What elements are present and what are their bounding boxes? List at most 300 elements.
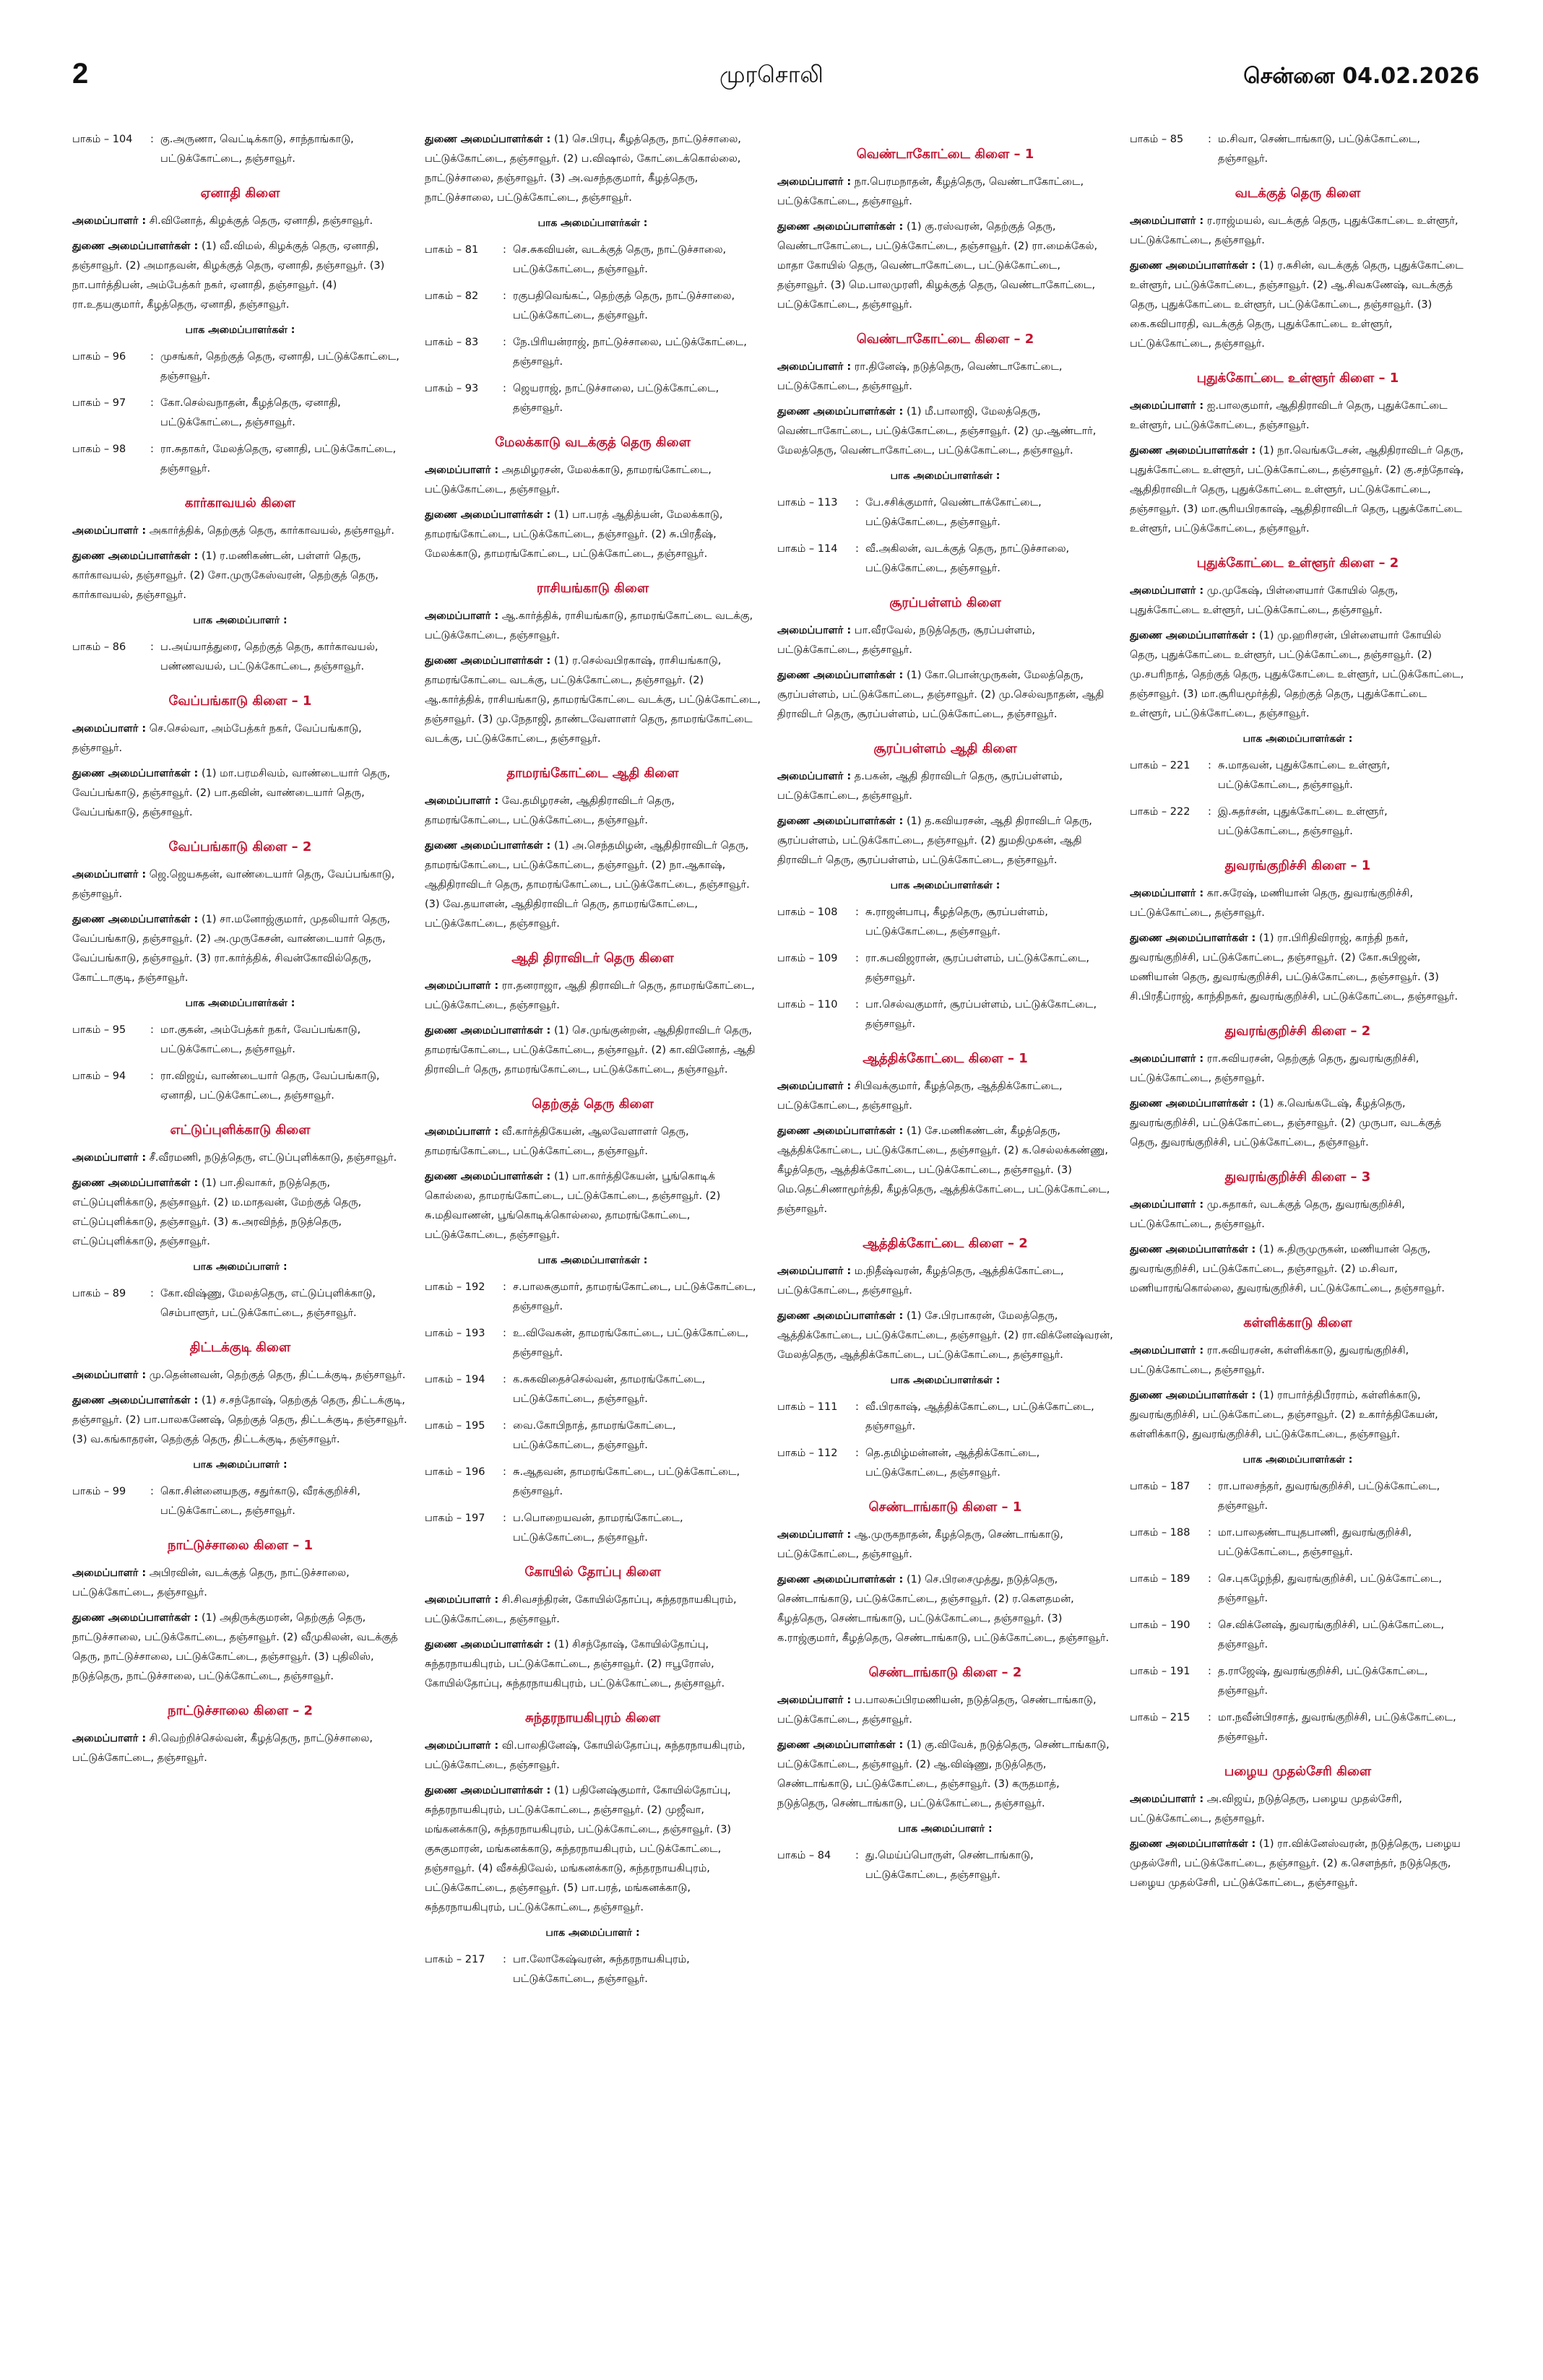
part-entry — [1130, 1477, 1466, 1516]
branch-title: நாட்டுச்சாலை கிளை – 1 — [167, 1538, 313, 1553]
role-label: துணை அமைப்பாளர்கள் : — [425, 1025, 551, 1037]
branch-title: கோயில் தோப்பு கிளை — [524, 1565, 661, 1580]
officer-details: மு.தென்னவன், தெற்குத் தெரு, திட்டக்குடி, தஞ்சாவூர். — [149, 1369, 406, 1381]
officer-entry — [777, 621, 1113, 660]
part-number: பாகம் – 95 — [72, 1024, 126, 1036]
branch-section — [777, 1234, 1113, 1483]
officer-details: (1) பா.கார்த்திகேயன், பூங்கொடிக் கொல்லை, தாமரங்கோட்டை, பட்டுக்கோட்டை, தஞ்சாவூர். (2) சு.மதிவாணன், பூங்கொடிக்கொல்லை, தாமரங்கோட்டை, பட்டுக்கோட்டை, தஞ்சாவூர். — [425, 1171, 721, 1241]
role-label: அமைப்பாளர் : — [777, 176, 852, 188]
role-label: அமைப்பாளர் : — [425, 795, 499, 807]
colon-separator: : — [503, 1466, 506, 1478]
officer-entry — [777, 402, 1113, 461]
colon-separator: : — [855, 1401, 859, 1413]
officer-details: (1) ராபார்த்திபீரராம், கள்ளிக்காடு, துவரங்குறிச்சி, பட்டுக்கோட்டை, தஞ்சாவூர். (2) உகார்த்திகேயன், கள்ளிக்காடு, துவரங்குறிச்சி, பட்டுக்கோட்டை, தஞ்சாவூர். — [1130, 1390, 1438, 1440]
column-1 — [72, 130, 408, 2369]
colon-separator: : — [150, 1070, 154, 1082]
branch-section — [1130, 553, 1466, 841]
officer-entry — [1130, 1790, 1466, 1829]
branch-section — [777, 144, 1113, 315]
role-label: துணை அமைப்பாளர்கள் : — [1130, 630, 1256, 641]
officer-details: மு.சுதாகர், வடக்குத் தெரு, துவரங்குறிச்சி, பட்டுக்கோட்டை, தஞ்சாவூர். — [1130, 1199, 1405, 1230]
part-entry — [777, 1846, 1113, 1885]
officer-details: (1) மா.பரமசிவம், வாண்டையார் தெரு, வேப்பங்காடு, தஞ்சாவூர். (2) பா.தவின், வாண்டையார் தெரு, வேப்பங்காடு, தஞ்சாவூர். — [72, 768, 391, 818]
officer-details: (1) வீ.விமல், கிழக்குத் தெரு, ஏனாதி, தஞ்சாவூர். (2) அமாதவன், கிழக்குத் தெரு, ஏனாதி, தஞ்சாவூர். (3) நா.பார்த்திபன், அம்பேத்கர் நகர், ஏனாதி, தஞ்சாவூர். (4) ரா.உதயகுமார், கீழத்தெரு, ஏனாதி, தஞ்சாவூர். — [72, 241, 385, 311]
part-number: பாகம் – 83 — [425, 337, 479, 348]
part-entry — [1130, 1662, 1466, 1701]
part-entry — [72, 638, 408, 677]
branch-section — [72, 130, 408, 169]
officer-details: ர.ராஜ்மயல், வடக்குத் தெரு, புதுக்கோட்டை உள்ளூர், பட்டுக்கோட்டை, தஞ்சாவூர். — [1130, 215, 1458, 246]
colon-separator: : — [1208, 1481, 1211, 1492]
part-officer: செ.சுகவியன், வடக்குத் தெரு, நாட்டுச்சாலை, பட்டுக்கோட்டை, தஞ்சாவூர். — [513, 244, 727, 275]
branch-section — [777, 1663, 1113, 1885]
role-label: அமைப்பாளர் : — [1130, 1053, 1204, 1065]
officer-entry — [425, 792, 761, 831]
officer-entry — [777, 1570, 1113, 1648]
branch-section — [72, 1701, 408, 1768]
role-label: அமைப்பாளர் : — [777, 625, 852, 636]
officer-entry — [72, 1609, 408, 1687]
role-label: துணை அமைப்பாளர்கள் : — [72, 914, 199, 925]
officer-details: வீ.கார்த்திகேயன், ஆலவேளாளர் தெரு, தாமரங்கோட்டை, பட்டுக்கோட்டை, தஞ்சாவூர். — [425, 1126, 689, 1157]
part-entry — [425, 1324, 761, 1363]
part-officer: செ.புகழேந்தி, துவரங்குறிச்சி, பட்டுக்கோட்டை, தஞ்சாவூர். — [1218, 1573, 1442, 1604]
officer-entry — [72, 1174, 408, 1252]
role-label: அமைப்பாளர் : — [1130, 215, 1204, 227]
branch-section — [1130, 1313, 1466, 1747]
part-number: பாகம் – 187 — [1130, 1481, 1190, 1492]
part-number: பாகம் – 81 — [425, 244, 479, 256]
role-label: துணை அமைப்பாளர்கள் : — [777, 406, 904, 417]
branch-section — [72, 493, 408, 677]
officer-entry — [1130, 1835, 1466, 1893]
officer-details: ரா.தினேஷ், நடுத்தெரு, வெண்டாகோட்டை, பட்டுக்கோட்டை, தஞ்சாவூர். — [777, 361, 1063, 392]
part-entry — [1130, 130, 1466, 169]
officer-entry — [72, 1729, 408, 1768]
part-number: பாகம் – 109 — [777, 953, 838, 964]
part-officer: பா.லோகேஷ்வரன், சுந்தரநாயகிபுரம், பட்டுக்கோட்டை, தஞ்சாவூர். — [513, 1954, 690, 1985]
officer-entry — [72, 1148, 408, 1168]
branch-title: வெண்டாகோட்டை கிளை – 1 — [856, 147, 1034, 162]
officer-entry — [777, 1736, 1113, 1814]
part-number: பாகம் – 84 — [777, 1850, 831, 1861]
role-label: துணை அமைப்பாளர்கள் : — [72, 550, 199, 562]
role-label: அமைப்பாளர் : — [72, 1152, 147, 1164]
role-label: அமைப்பாளர் : — [425, 1594, 499, 1606]
branch-section — [1130, 130, 1466, 169]
subheading: பாக அமைப்பாளர்கள் : — [890, 1375, 1000, 1386]
officer-entry — [1130, 884, 1466, 923]
role-label: அமைப்பாளர் : — [1130, 585, 1204, 597]
colon-separator: : — [150, 1486, 154, 1497]
officer-details: செ.செல்வா, அம்பேத்கர் நகர், வேப்பங்காடு, தஞ்சாவூர். — [72, 723, 362, 754]
colon-separator: : — [855, 953, 859, 964]
part-officer: மா.பாலதண்டாயுதபாணி, துவரங்குறிச்சி, பட்டுக்கோட்டை, தஞ்சாவூர். — [1218, 1527, 1412, 1558]
officer-details: (1) சே.மணிகண்டன், கீழத்தெரு, ஆத்திக்கோட்டை, பட்டுக்கோட்டை, தஞ்சாவூர். (2) க.செல்லக்கண்ணு, கீழத்தெரு, ஆத்திக்கோட்டை, பட்டுக்கோட்டை, தஞ்சாவூர். (3) மெ.தெட்சிணாமூர்த்தி, கீழத்தெரு, ஆத்திக்கோட்டை, பட்டுக்கோட்டை, தஞ்சாவூர். — [777, 1125, 1110, 1215]
role-label: அமைப்பாளர் : — [1130, 400, 1204, 412]
role-label: துணை அமைப்பாளர்கள் : — [425, 655, 551, 667]
colon-separator: : — [150, 397, 154, 409]
part-officer: ரா.விஜய், வாண்டையார் தெரு, வேப்பங்காடு, ஏனாதி, பட்டுக்கோட்டை, தஞ்சாவூர். — [160, 1070, 380, 1102]
part-entry — [425, 241, 761, 280]
branch-title: ஆத்திக்கோட்டை கிளை – 1 — [863, 1051, 1028, 1066]
part-entry — [777, 493, 1113, 532]
officer-entry — [777, 1262, 1113, 1301]
role-label: அமைப்பாளர் : — [425, 980, 499, 992]
officer-entry — [425, 1167, 761, 1245]
subheading: பாக அமைப்பாளர் : — [193, 1261, 288, 1273]
part-officer: முசங்கர், தெற்குத் தெரு, ஏனாதி, பட்டுக்கோட்டை, தஞ்சாவூர். — [160, 351, 399, 382]
officer-entry — [72, 910, 408, 988]
part-number: பாகம் – 221 — [1130, 760, 1190, 771]
officer-entry — [777, 666, 1113, 724]
officer-details: ஆ.கார்த்திக், ராசியங்காடு, தாமரங்கோட்டை வடக்கு, பட்டுக்கோட்டை, தஞ்சாவூர். — [425, 610, 753, 641]
officer-details: ஆ.முருகநாதன், கீழத்தெரு, செண்டாங்காடு, பட்டுக்கோட்டை, தஞ்சாவூர். — [777, 1529, 1063, 1560]
officer-entry — [72, 1391, 408, 1450]
colon-separator: : — [150, 351, 154, 363]
branch-section — [72, 183, 408, 479]
officer-details: (1) ர.மணிகண்டன், பள்ளர் தெரு, கார்காவயல், தஞ்சாவூர். (2) சோ.முருகேஸ்வரன், தெற்குத் தெரு, கார்காவயல், தஞ்சாவூர். — [72, 550, 379, 601]
officer-entry — [72, 719, 408, 758]
part-officer: கொ.சின்னையநகு, சதுர்காடு, வீரக்குறிச்சி, பட்டுக்கோட்டை, தஞ்சாவூர். — [160, 1486, 360, 1517]
officer-entry — [1130, 441, 1466, 539]
officer-entry — [425, 1122, 761, 1161]
column-2 — [425, 130, 761, 2369]
branch-title: செண்டாங்காடு கிளை – 2 — [868, 1665, 1022, 1680]
branch-title: திட்டக்குடி கிளை — [189, 1340, 291, 1355]
officer-entry — [72, 1366, 408, 1385]
role-label: துணை அமைப்பாளர்கள் : — [1130, 1098, 1256, 1109]
colon-separator: : — [503, 1954, 506, 1965]
subheading: பாக அமைப்பாளர்கள் : — [1242, 733, 1353, 745]
part-entry — [72, 1284, 408, 1323]
officer-entry — [1130, 626, 1466, 724]
part-number: பாகம் – 196 — [425, 1466, 485, 1478]
branch-title: வேப்பங்காடு கிளை – 1 — [168, 693, 312, 709]
part-number: பாகம் – 215 — [1130, 1712, 1190, 1723]
part-officer: ம.சிவா, செண்டாங்காடு, பட்டுக்கோட்டை, தஞ்சாவூர். — [1218, 134, 1421, 165]
branch-section — [1130, 368, 1466, 539]
colon-separator: : — [1208, 1573, 1211, 1585]
branch-section — [425, 433, 761, 564]
branch-section — [425, 763, 761, 934]
officer-details: சீ.வீரமணி, நடுத்தெரு, எட்டுப்புளிக்காடு, தஞ்சாவூர். — [149, 1152, 397, 1164]
role-label: அமைப்பாளர் : — [777, 361, 852, 373]
part-entry — [425, 287, 761, 326]
part-number: பாகம் – 108 — [777, 906, 838, 918]
officer-entry — [72, 212, 408, 231]
colon-separator: : — [1208, 1619, 1211, 1631]
officer-details: அபிரவின், வடக்குத் தெரு, நாட்டுச்சாலை, பட்டுக்கோட்டை, தஞ்சாவூர். — [72, 1567, 350, 1598]
role-label: அமைப்பாளர் : — [1130, 888, 1204, 899]
branch-section — [777, 593, 1113, 724]
colon-separator: : — [1208, 1712, 1211, 1723]
part-number: பாகம் – 85 — [1130, 134, 1184, 145]
colon-separator: : — [150, 1288, 154, 1299]
officer-entry — [1130, 1386, 1466, 1445]
officer-entry — [1130, 397, 1466, 436]
branch-section — [777, 329, 1113, 579]
officer-details: (1) சு.திருமுருகன், மணியான் தெரு, துவரங்குறிச்சி, பட்டுக்கோட்டை, தஞ்சாவூர். (2) ம.சிவா, மணியாரங்கொல்லை, துவரங்குறிச்சி, பட்டுக்கோட்டை, தஞ்சாவூர். — [1130, 1244, 1445, 1294]
branch-title: நாட்டுச்சாலை கிளை – 2 — [167, 1703, 313, 1718]
officer-details: ம.நிதீஷ்வரன், கீழத்தெரு, ஆத்திக்கோட்டை, பட்டுக்கோட்டை, தஞ்சாவூர். — [777, 1265, 1064, 1297]
part-number: பாகம் – 94 — [72, 1070, 126, 1082]
part-entry — [425, 1463, 761, 1502]
part-officer: சு.ஆதவன், தாமரங்கோட்டை, பட்டுக்கோட்டை, தஞ்சாவூர். — [513, 1466, 740, 1497]
subheading: பாக அமைப்பாளர்கள் : — [890, 880, 1000, 891]
part-officer: ரகுபதிவெங்கட், தெற்குத் தெரு, நாட்டுச்சாலை, பட்டுக்கோட்டை, தஞ்சாவூர். — [513, 290, 735, 321]
officer-details: (1) செ.பிரசைமுத்து, நடுத்தெரு, செண்டாங்காடு, பட்டுக்கோட்டை, தஞ்சாவூர். (2) ர.கௌதமன், கீழத்தெரு, செண்டாங்காடு, பட்டுக்கோட்டை, தஞ்சாவூர். (3) க.ராஜ்குமார், கீழத்தெரு, செண்டாங்காடு, பட்டுக்கோட்டை, தஞ்சாவூர். — [777, 1574, 1110, 1644]
officer-entry — [1130, 1094, 1466, 1153]
officer-entry — [425, 607, 761, 646]
officer-entry — [72, 547, 408, 605]
officer-entry — [425, 836, 761, 934]
branch-section — [777, 1049, 1113, 1219]
officer-entry — [1130, 1050, 1466, 1089]
officer-details: (1) மு.ஹரிசரன், பிள்ளையார் கோயில் தெரு, புதுக்கோட்டை உள்ளூர், பட்டுக்கோட்டை, தஞ்சாவூர். (2) மு.சபரிநாத், தெற்குத் தெரு, புதுக்கோட்டை உள்ளூர், பட்டுக்கோட்டை, தஞ்சாவூர். (3) மா.சூரியமூர்த்தி, தெற்குத் தெரு, புதுக்கோட்டை உள்ளூர், பட்டுக்கோட்டை, தஞ்சாவூர். — [1130, 630, 1464, 719]
branch-title: சூரப்பள்ளம் ஆதி கிளை — [873, 741, 1017, 756]
part-officer: சு.ராஜன்பாபு, கீழத்தெரு, சூரப்பள்ளம், பட்டுக்கோட்டை, தஞ்சாவூர். — [865, 906, 1048, 938]
part-entry — [72, 1067, 408, 1106]
part-number: பாகம் – 82 — [425, 290, 479, 302]
part-number: பாகம் – 197 — [425, 1513, 485, 1524]
role-label: அமைப்பாளர் : — [777, 1081, 852, 1092]
officer-details: சிபிவக்குமார், கீழத்தெரு, ஆத்திக்கோட்டை, பட்டுக்கோட்டை, தஞ்சாவூர். — [777, 1081, 1063, 1112]
part-entry — [777, 540, 1113, 579]
officer-entry — [425, 1635, 761, 1694]
subheading: பாக அமைப்பாளர் : — [193, 1459, 288, 1471]
part-number: பாகம் – 99 — [72, 1486, 126, 1497]
colon-separator: : — [855, 543, 859, 555]
part-number: பாகம் – 111 — [777, 1401, 838, 1413]
colon-separator: : — [503, 383, 506, 394]
officer-details: (1) பா.பரத் ஆதித்யன், மேலக்காடு, தாமரங்கோட்டை, பட்டுக்கோட்டை, தஞ்சாவூர். (2) சு.பிரதீஷ், மேலக்காடு, தாமரங்கோட்டை, பட்டுக்கோட்டை, தஞ்சாவூர். — [425, 509, 723, 560]
colon-separator: : — [150, 1024, 154, 1036]
officer-entry — [425, 1736, 761, 1775]
officer-details: சி.வினோத், கிழக்குத் தெரு, ஏனாதி, தஞ்சாவூர். — [149, 215, 373, 227]
role-label: அமைப்பாளர் : — [425, 610, 499, 622]
branch-title: எட்டுப்புளிக்காடு கிளை — [170, 1122, 311, 1138]
part-officer: கு.அருணா, வெட்டிக்காடு, சாந்தாங்காடு, பட்டுக்கோட்டை, தஞ்சாவூர். — [160, 134, 354, 165]
officer-details: (1) ரா.பிரிதிவிராஜ், காந்தி நகர், துவரங்குறிச்சி, பட்டுக்கோட்டை, தஞ்சாவூர். (2) கோ.சுபிஜன், மணியான் தெரு, துவரங்குறிச்சி, பட்டுக்கோட்டை, தஞ்சாவூர். (3) சி.பிரதீப்ராஜ், காந்திநகர், துவரங்குறிச்சி, பட்டுக்கோட்டை, தஞ்சாவூர். — [1130, 932, 1458, 1003]
part-officer: பே.சசிக்குமார், வெண்டாக்கோட்டை, பட்டுக்கோட்டை, தஞ்சாவூர். — [865, 497, 1042, 528]
branch-section — [72, 1120, 408, 1323]
role-label: அமைப்பாளர் : — [72, 1733, 147, 1744]
part-officer: தெ.தமிழ்மன்னன், ஆத்திக்கோட்டை, பட்டுக்கோட்டை, தஞ்சாவூர். — [865, 1448, 1040, 1479]
branch-title: புதுக்கோட்டை உள்ளூர் கிளை – 2 — [1196, 555, 1399, 571]
part-officer: ச.பாலசுகுமார், தாமரங்கோட்டை, பட்டுக்கோட்டை, தஞ்சாவூர். — [513, 1281, 756, 1312]
branch-section — [777, 1497, 1113, 1648]
role-label: அமைப்பாளர் : — [72, 1567, 147, 1579]
colon-separator: : — [503, 1374, 506, 1385]
branch-title: ஏனாதி கிளை — [200, 186, 280, 201]
part-number: பாகம் – 96 — [72, 351, 126, 363]
officer-details: (1) செ.பிரபு, கீழத்தெரு, நாட்டுச்சாலை, பட்டுக்கோட்டை, தஞ்சாவூர். (2) ப.விஷால், கோட்டைக்கொல்லை, நாட்டுச்சாலை, தஞ்சாவூர். (3) அ.வசந்தகுமார், கீழத்தெரு, நாட்டுச்சாலை, பட்டுக்கோட்டை, தஞ்சாவூர். — [425, 134, 741, 204]
role-label: அமைப்பாளர் : — [777, 1529, 852, 1541]
role-label: துணை அமைப்பாளர்கள் : — [1130, 260, 1256, 272]
subheading: பாக அமைப்பாளர்கள் : — [890, 470, 1000, 482]
role-label: துணை அமைப்பாளர்கள் : — [777, 1310, 904, 1322]
role-label: அமைப்பாளர் : — [72, 525, 147, 537]
part-officer: கோ.செல்வநாதன், கீழத்தெரு, ஏனாதி, பட்டுக்கோட்டை, தஞ்சாவூர். — [160, 397, 341, 428]
officer-entry — [425, 506, 761, 564]
officer-entry — [1130, 581, 1466, 620]
colon-separator: : — [855, 999, 859, 1011]
officer-entry — [777, 217, 1113, 315]
part-officer: ரா.சுபவிஜரான், சூரப்பள்ளம், பட்டுக்கோட்டை, தஞ்சாவூர். — [865, 953, 1089, 984]
subheading: பாக அமைப்பாளர்கள் : — [537, 217, 648, 229]
officer-entry — [425, 1781, 761, 1918]
part-officer: வீ.பிரகாஷ், ஆத்திக்கோட்டை, பட்டுக்கோட்டை, தஞ்சாவூர். — [865, 1401, 1094, 1432]
part-entry — [1130, 756, 1466, 795]
role-label: அமைப்பாளர் : — [72, 215, 147, 227]
officer-details: (1) நா.வெங்கடேசன், ஆதிதிராவிடர் தெரு, புதுக்கோட்டை உள்ளூர், பட்டுக்கோட்டை, தஞ்சாவூர். (2) கு.சந்தோஷ், ஆதிதிராவிடர் தெரு, புதுக்கோட்டை உள்ளூர், பட்டுக்கோட்டை, தஞ்சாவூர். (3) மா.சூரியபிரகாஷ், ஆதிதிராவிடர் தெரு, புதுக்கோட்டை உள்ளூர், பட்டுக்கோட்டை, தஞ்சாவூர். — [1130, 445, 1464, 535]
branch-section — [425, 579, 761, 749]
officer-details: மு.முகேஷ், பிள்ளையார் கோயில் தெரு, புதுக்கோட்டை உள்ளூர், பட்டுக்கோட்டை, தஞ்சாவூர். — [1130, 585, 1399, 616]
branch-title: துவரங்குறிச்சி கிளை – 1 — [1224, 858, 1371, 873]
role-label: துணை அமைப்பாளர்கள் : — [777, 1739, 904, 1751]
part-number: பாகம் – 191 — [1130, 1666, 1190, 1677]
part-entry — [777, 1444, 1113, 1483]
role-label: துணை அமைப்பாளர்கள் : — [1130, 1390, 1256, 1401]
colon-separator: : — [503, 244, 506, 256]
part-number: பாகம் – 217 — [425, 1954, 485, 1965]
branch-section — [1130, 1762, 1466, 1893]
officer-details: (1) அ.செந்தமிழன், ஆதிதிராவிடர் தெரு, தாமரங்கோட்டை, பட்டுக்கோட்டை, தஞ்சாவூர். (2) நா.ஆகாஷ், ஆதிதிராவிடர் தெரு, தாமரங்கோட்டை, பட்டுக்கோட்டை, தஞ்சாவூர். (3) வே.தயாளன், ஆதிதிராவிடர் தெரு, தாமரங்கோட்டை, பட்டுக்கோட்டை, தஞ்சாவூர். — [425, 840, 750, 930]
role-label: துணை அமைப்பாளர்கள் : — [72, 768, 199, 779]
officer-details: (1) செ.முங்குன்றன், ஆதிதிராவிடர் தெரு, தாமரங்கோட்டை, பட்டுக்கோட்டை, தஞ்சாவூர். (2) கா.வினோத், ஆதி திராவிடர் தெரு, தாமரங்கோட்டை, பட்டுக்கோட்டை, தஞ்சாவூர். — [425, 1025, 756, 1076]
part-number: பாகம் – 195 — [425, 1420, 485, 1432]
part-entry — [1130, 1570, 1466, 1609]
colon-separator: : — [150, 134, 154, 145]
column-4 — [1130, 130, 1466, 2369]
part-number: பாகம் – 97 — [72, 397, 126, 409]
newspaper-name: முரசொலி — [719, 61, 824, 88]
page-number: 2 — [72, 58, 89, 90]
colon-separator: : — [855, 906, 859, 918]
officer-entry — [1130, 1240, 1466, 1299]
subheading: பாக அமைப்பாளர்கள் : — [185, 324, 295, 336]
column-3 — [777, 130, 1113, 2369]
part-number: பாகம் – 188 — [1130, 1527, 1190, 1539]
role-label: துணை அமைப்பாளர்கள் : — [777, 1125, 904, 1137]
part-officer: மா.நவீன்பிரசாத், துவரங்குறிச்சி, பட்டுக்கோட்டை, தஞ்சாவூர். — [1218, 1712, 1456, 1743]
officer-entry — [425, 461, 761, 500]
role-label: அமைப்பாளர் : — [777, 1695, 852, 1706]
colon-separator: : — [855, 497, 859, 509]
role-label: அமைப்பாளர் : — [777, 771, 852, 782]
officer-entry — [425, 1591, 761, 1630]
branch-section — [1130, 183, 1466, 354]
subheading: பாக அமைப்பாளர்கள் : — [537, 1255, 648, 1266]
officer-entry — [425, 652, 761, 749]
part-number: பாகம் – 89 — [72, 1288, 126, 1299]
officer-details: (1) பா.திவாகர், நடுத்தெரு, எட்டுப்புளிக்காடு, தஞ்சாவூர். (2) ம.மாதவன், மேற்குத் தெரு, எட்டுப்புளிக்காடு, தஞ்சாவூர். (3) க.அரவிந்த், நடுத்தெரு, எட்டுப்புளிக்காடு, தஞ்சாவூர். — [72, 1177, 362, 1247]
role-label: துணை அமைப்பாளர்கள் : — [425, 1171, 551, 1182]
officer-details: (1) பதினேஷ்குமார், கோயில்தோப்பு, சுந்தரநாயகிபுரம், பட்டுக்கோட்டை, தஞ்சாவூர். (2) முஜீவா, மங்கனக்காடு, சுந்தரநாயகிபுரம், பட்டுக்கோட்டை, தஞ்சாவூர். (3) குசுகுமாரன், மங்கனக்காடு, சுந்தரநாயகிபுரம், பட்டுக்கோட்டை, தஞ்சாவூர். (4) வீசக்திவேல், மங்கனக்காடு, சுந்தரநாயகிபுரம், பட்டுக்கோட்டை, தஞ்சாவூர். (5) பா.பரத், மங்கனக்காடு, சுந்தரநாயகிபுரம், பட்டுக்கோட்டை, தஞ்சாவூர். — [425, 1785, 732, 1913]
part-number: பாகம் – 113 — [777, 497, 838, 509]
officer-details: அதமிழரசன், மேலக்காடு, தாமரங்கோட்டை, பட்டுக்கோட்டை, தஞ்சாவூர். — [425, 464, 712, 496]
officer-entry — [777, 1307, 1113, 1365]
role-label: துணை அமைப்பாளர்கள் : — [72, 1612, 199, 1624]
part-number: பாகம் – 98 — [72, 443, 126, 455]
officer-details: வே.தமிழரசன், ஆதிதிராவிடர் தெரு, தாமரங்கோட்டை, பட்டுக்கோட்டை, தஞ்சாவூர். — [425, 795, 675, 826]
branch-section — [425, 948, 761, 1080]
officer-entry — [72, 237, 408, 315]
officer-details: அகார்த்திக், தெற்குத் தெரு, கார்காவயல், தஞ்சாவூர். — [149, 525, 394, 537]
role-label: துணை அமைப்பாளர்கள் : — [72, 1395, 199, 1406]
role-label: அமைப்பாளர் : — [72, 869, 147, 880]
branch-section — [425, 1562, 761, 1694]
branch-section — [1130, 1167, 1466, 1299]
role-label: துணை அமைப்பாளர்கள் : — [425, 1785, 551, 1796]
masthead — [0, 0, 1543, 101]
officer-entry — [777, 358, 1113, 397]
branch-title: தாமரங்கோட்டை ஆதி கிளை — [506, 766, 679, 781]
part-entry — [425, 1278, 761, 1317]
officer-entry — [777, 812, 1113, 870]
role-label: துணை அமைப்பாளர்கள் : — [1130, 1838, 1256, 1850]
role-label: அமைப்பாளர் : — [1130, 1345, 1204, 1356]
branch-title: ஆத்திக்கோட்டை கிளை – 2 — [863, 1236, 1028, 1251]
subheading: பாக அமைப்பாளர்கள் : — [1242, 1454, 1353, 1466]
branch-title: தெற்குத் தெரு கிளை — [532, 1096, 654, 1112]
branch-title: கார்காவயல் கிளை — [184, 496, 296, 511]
branch-title: வெண்டாகோட்டை கிளை – 2 — [856, 332, 1034, 347]
role-label: துணை அமைப்பாளர்கள் : — [425, 509, 551, 521]
officer-details: வி.பாலதினேஷ், கோயில்தோப்பு, சுந்தரநாயகிபுரம், பட்டுக்கோட்டை, தஞ்சாவூர். — [425, 1740, 745, 1771]
branch-title: மேலக்காடு வடக்குத் தெரு கிளை — [495, 435, 691, 450]
branch-title: செண்டாங்காடு கிளை – 1 — [868, 1500, 1022, 1515]
officer-entry — [425, 1021, 761, 1080]
role-label: துணை அமைப்பாளர்கள் : — [72, 1177, 199, 1189]
role-label: அமைப்பாளர் : — [1130, 1793, 1204, 1805]
branch-section — [425, 1708, 761, 1989]
part-entry — [425, 1370, 761, 1409]
officer-entry — [777, 1122, 1113, 1219]
part-number: பாகம் – 104 — [72, 134, 133, 145]
part-entry — [425, 379, 761, 418]
part-officer: க.சுகவிதைச்செல்வன், தாமரங்கோட்டை, பட்டுக்கோட்டை, தஞ்சாவூர். — [513, 1374, 706, 1405]
officer-details: ரா.சுவியரசன், தெற்குத் தெரு, துவரங்குறிச்சி, பட்டுக்கோட்டை, தஞ்சாவூர். — [1130, 1053, 1419, 1084]
officer-details: (1) சா.மனோஜ்குமார், முதலியார் தெரு, வேப்பங்காடு, தஞ்சாவூர். (2) அ.முருகேசன், வாண்டையார் தெரு, வேப்பங்காடு, தஞ்சாவூர். (3) ரா.கார்த்திக், சிவன்கோவில்தெரு, கோட்டாகுடி, தஞ்சாவூர். — [72, 914, 391, 984]
officer-entry — [777, 1691, 1113, 1730]
branch-section — [425, 130, 761, 418]
role-label: துணை அமைப்பாளர்கள் : — [425, 840, 551, 852]
officer-entry — [1130, 256, 1466, 354]
officer-details: ஐ.பாலகுமார், ஆதிதிராவிடர் தெரு, புதுக்கோட்டை உள்ளூர், பட்டுக்கோட்டை, தஞ்சாவூர். — [1130, 400, 1448, 431]
branch-title: வடக்குத் தெரு கிளை — [1235, 186, 1361, 201]
officer-details: (1) ரா.விக்னேஸ்வரன், நடுத்தெரு, பழைய முதல்சேரி, பட்டுக்கோட்டை, தஞ்சாவூர். (2) க.சௌந்தர், நடுத்தெரு, பழைய முதல்சேரி, பட்டுக்கோட்டை, தஞ்சாவூர். — [1130, 1838, 1461, 1889]
part-officer: பா.செல்வகுமார், சூரப்பள்ளம், பட்டுக்கோட்டை, தஞ்சாவூர். — [865, 999, 1097, 1030]
officer-details: ரா.தனராஜா, ஆதி திராவிடர் தெரு, தாமரங்கோட்டை, பட்டுக்கோட்டை, தஞ்சாவூர். — [425, 980, 755, 1011]
officer-entry — [1130, 1341, 1466, 1380]
role-label: துணை அமைப்பாளர்கள் : — [425, 1639, 551, 1650]
colon-separator: : — [503, 1281, 506, 1293]
subheading: பாக அமைப்பாளர் : — [898, 1823, 993, 1835]
officer-details: (1) கு.விவேக், நடுத்தெரு, செண்டாங்காடு, பட்டுக்கோட்டை, தஞ்சாவூர். (2) ஆ.விஷ்ணு, நடுத்தெரு, செண்டாங்காடு, பட்டுக்கோட்டை, தஞ்சாவூர். (3) கருதமாத், நடுத்தெரு, செண்டாங்காடு, பட்டுக்கோட்டை, தஞ்சாவூர். — [777, 1739, 1110, 1809]
colon-separator: : — [855, 1448, 859, 1459]
officer-entry — [72, 522, 408, 541]
part-number: பாகம் – 114 — [777, 543, 838, 555]
branch-title: கள்ளிக்காடு கிளை — [1243, 1315, 1352, 1330]
officer-details: அ.விஜய், நடுத்தெரு, பழைய முதல்சேரி, பட்டுக்கோட்டை, தஞ்சாவூர். — [1130, 1793, 1402, 1825]
part-entry — [777, 949, 1113, 988]
branch-title: புதுக்கோட்டை உள்ளூர் கிளை – 1 — [1196, 371, 1399, 386]
branch-title: வேப்பங்காடு கிளை – 2 — [168, 839, 312, 854]
officer-details: கா.சுரேஷ், மணியான் தெரு, துவரங்குறிச்சி, பட்டுக்கோட்டை, தஞ்சாவூர். — [1130, 888, 1414, 919]
officer-details: (1) மீ.பாலாஜி, மேலத்தெரு, வெண்டாகோட்டை, பட்டுக்கோட்டை, தஞ்சாவூர். (2) மு.ஆண்டார், மேலத்தெரு, வெண்டாகோட்டை, பட்டுக்கோட்டை, தஞ்சாவூர். — [777, 406, 1097, 456]
